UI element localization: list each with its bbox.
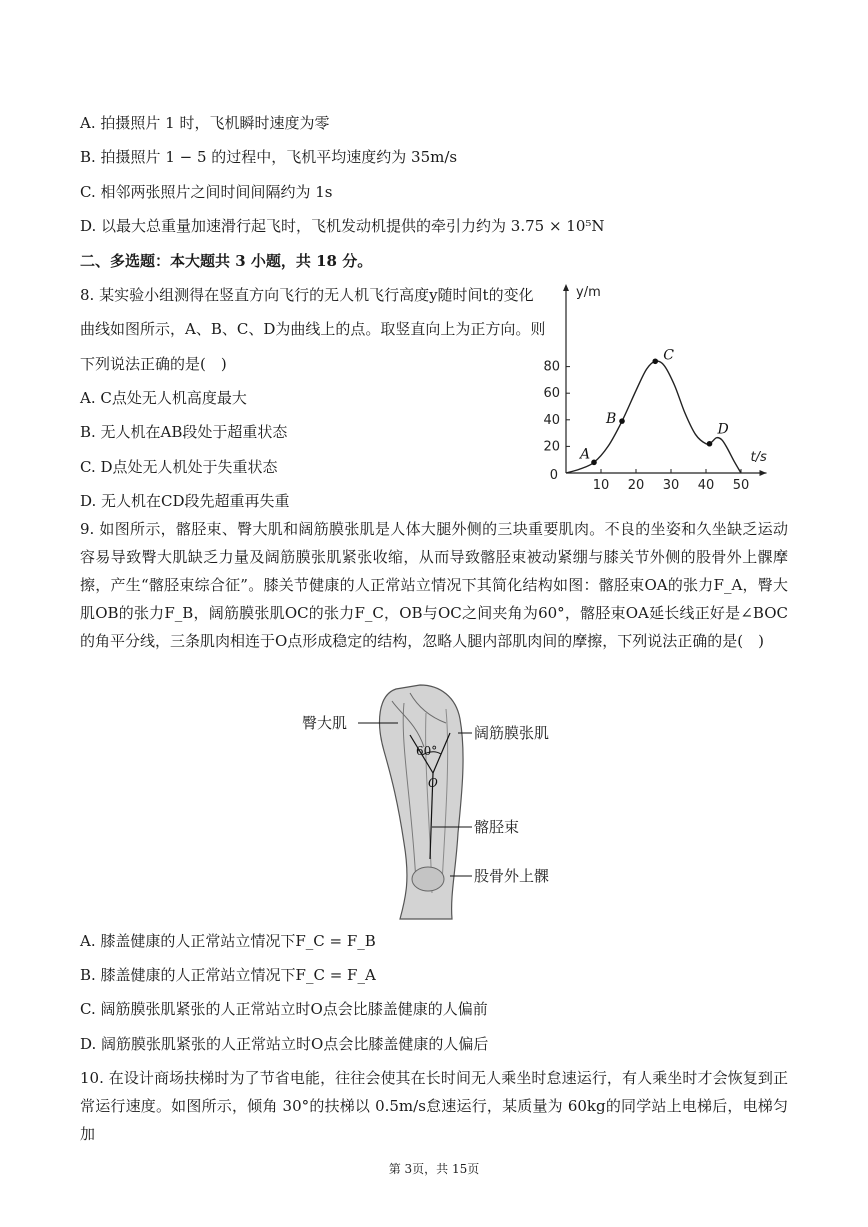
point-b	[619, 418, 625, 424]
y-tick-label: 20	[543, 439, 560, 455]
q7-option-d: D. 以最大总重量加速滑行起飞时，飞机发动机提供的牵引力约为 3.75 × 10⁵N	[80, 217, 605, 235]
q9-option-b: B. 膝盖健康的人正常站立情况下F_C = F_A	[80, 966, 376, 984]
point-c	[652, 358, 658, 364]
point-label-d: D	[717, 421, 729, 438]
q7-option-c: C. 相邻两张照片之间时间间隔约为 1s	[80, 183, 333, 201]
q8-stem-line-2: 曲线如图所示，A、B、C、D为曲线上的点。取竖直向上为正方向。则	[80, 320, 546, 338]
thigh-muscle-figure	[300, 683, 580, 923]
epicondyle-label: 股骨外上髁	[474, 867, 550, 885]
height-time-chart	[538, 278, 794, 494]
q8-stem-line-3: 下列说法正确的是( )	[80, 355, 227, 373]
q8-option-d: D. 无人机在CD段先超重再失重	[80, 492, 290, 510]
q7-option-a: A. 拍摄照片 1 时，飞机瞬时速度为零	[80, 114, 330, 132]
page-footer: 第 3页，共 15页	[388, 1162, 480, 1176]
q8-option-c: C. D点处无人机处于失重状态	[80, 458, 278, 476]
origin-label: 0	[549, 468, 558, 483]
section-heading: 二、多选题：本大题共 3 小题，共 18 分。	[80, 252, 373, 270]
y-tick-label: 80	[543, 359, 560, 375]
q8-option-b: B. 无人机在AB段处于超重状态	[80, 423, 288, 441]
point-label-b: B	[606, 411, 617, 428]
x-tick-label: 40	[697, 478, 715, 493]
q10-stem: 10. 在设计商场扶梯时为了节省电能，往往会使其在长时间无人乘坐时怠速运行，有人乘坐时才会恢复到正常运行速度。如图所示，倾角 30°的扶梯以 0.5m/s怠速运行，某质量为 60kg的同学站上电梯后，电梯匀加	[80, 1069, 788, 1143]
x-tick-label: 30	[662, 478, 680, 493]
y-tick-label: 40	[543, 412, 560, 428]
q9-stem: 9. 如图所示，髂胫束、臀大肌和阔筋膜张肌是人体大腿外侧的三块重要肌肉。不良的坐姿和久坐缺乏运动容易导致臀大肌缺乏力量及阔筋膜张肌紧张收缩，从而导致髂胫束被动紧绷与膝关节外侧的股骨外上髁摩擦，产生“髂胫束综合征”。膝关节健康的人正常站立情况下其简化结构如图：髂胫束OA的张力F_A，臀大肌OB的张力F_B，阔筋膜张肌OC的张力F_C，OB与OC之间夹角为60°，髂胫束OA延长线正好是∠BOC的角平分线，三条肌肉相连于O点形成稳定的结构，忽略人腿内部肌肉间的摩擦，下列说法正确的是( )	[80, 520, 788, 650]
y-axis-arrow	[563, 284, 569, 291]
itband-label: 髂胫束	[474, 818, 520, 836]
q9-option-c: C. 阔筋膜张肌紧张的人正常站立时O点会比膝盖健康的人偏前	[80, 1000, 488, 1018]
point-label-c: C	[663, 347, 674, 364]
tensor-label: 阔筋膜张肌	[474, 724, 550, 742]
x-tick-label: 10	[592, 478, 610, 493]
gluteus-label: 臀大肌	[302, 714, 348, 732]
point-a	[591, 460, 597, 466]
q9-option-a: A. 膝盖健康的人正常站立情况下F_C = F_B	[80, 932, 376, 950]
y-tick-label: 60	[543, 386, 560, 402]
height-curve	[566, 361, 741, 473]
y-axis-label: y/m	[576, 285, 601, 300]
point-label-a: A	[580, 446, 591, 463]
x-tick-label: 20	[627, 478, 645, 493]
x-tick-label: 50	[732, 478, 750, 493]
q9-option-d: D. 阔筋膜张肌紧张的人正常站立时O点会比膝盖健康的人偏后	[80, 1035, 489, 1053]
q7-option-b: B. 拍摄照片 1 − 5 的过程中，飞机平均速度约为 35m/s	[80, 148, 458, 166]
angle-label: 60°	[416, 744, 438, 758]
x-axis-arrow	[760, 470, 767, 476]
point-o-label: O	[428, 776, 438, 790]
q8-stem-line-1: 8. 某实验小组测得在竖直方向飞行的无人机飞行高度y随时间t的变化	[80, 286, 534, 304]
point-d	[707, 441, 713, 447]
x-axis-label: t/s	[750, 450, 767, 465]
q8-option-a: A. C点处无人机高度最大	[80, 389, 247, 407]
